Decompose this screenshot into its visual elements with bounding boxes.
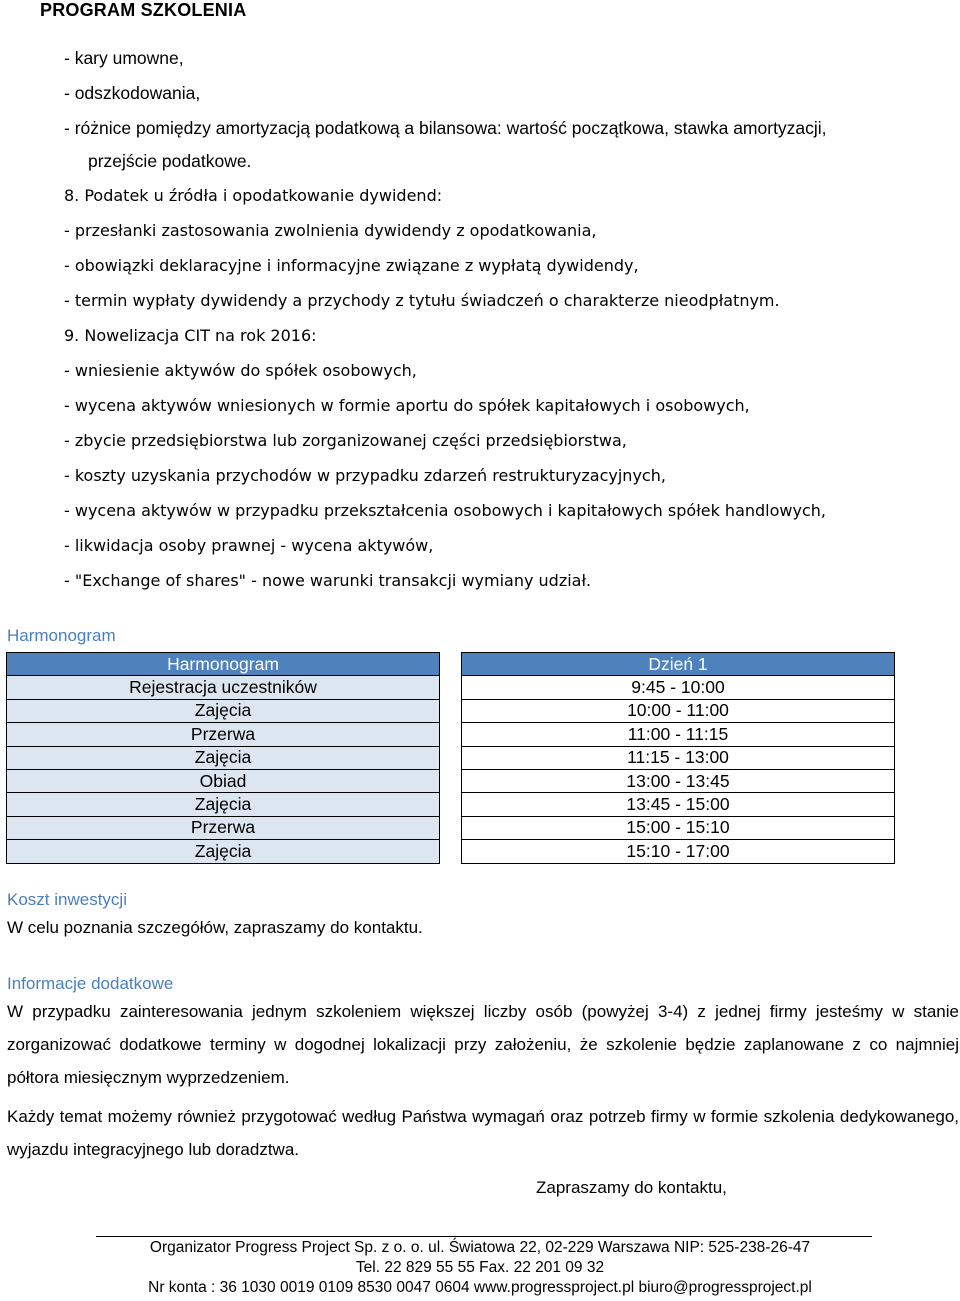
schedule-right-header: Dzień 1 [462, 653, 895, 676]
schedule-time-cell: 11:00 - 11:15 [462, 723, 895, 746]
cost-text: W celu poznania szczegółów, zapraszamy do kontaktu. [7, 918, 423, 937]
schedule-activity-cell: Przerwa [7, 723, 440, 746]
list-item: - różnice pomiędzy amortyzacją podatkową a bilansowa: wartość początkowa, stawka amortyzacji, [64, 118, 827, 138]
harmonogram-heading: Harmonogram [7, 626, 116, 645]
list-item: - kary umowne, [64, 48, 184, 68]
info-heading: Informacje dodatkowe [7, 974, 174, 993]
schedule-activity-cell: Zajęcia [7, 840, 440, 863]
footer-line-2: Tel. 22 829 55 55 Fax. 22 201 09 32 [355, 1259, 605, 1276]
schedule-time-cell: 15:00 - 15:10 [462, 816, 895, 839]
info-paragraph-1: W przypadku zainteresowania jednym szkoleniem większej liczby osób (powyżej 3-4) z jednej firmy jesteśmy w stanie zorganizować dodatkowe terminy w dogodnej lokalizacji przy założeniu, że szkolenie będzie zaplanowane z co najmniej półtora miesięcznym wyprzedzeniem. [7, 1002, 959, 1087]
schedule-time-cell: 11:15 - 13:00 [462, 746, 895, 769]
footer-line-1: Organizator Progress Project Sp. z o. o. ul. Światowa 22, 02-229 Warszawa NIP: 525-238-26-47 [149, 1239, 811, 1256]
list-item: - przesłanki zastosowania zwolnienia dywidendy z opodatkowania, [64, 221, 597, 240]
schedule-activity-cell: Przerwa [7, 816, 440, 839]
list-item: - wycena aktywów w przypadku przekształcenia osobowych i kapitałowych spółek handlowych, [64, 501, 826, 520]
list-item: - "Exchange of shares" - nowe warunki transakcji wymiany udział. [64, 571, 592, 590]
list-item: - likwidacja osoby prawnej - wycena aktywów, [64, 536, 434, 555]
footer-divider [96, 1236, 872, 1237]
list-item: - zbycie przedsiębiorstwa lub zorganizowanej części przedsiębiorstwa, [64, 431, 627, 450]
info-paragraph-2: Każdy temat możemy również przygotować według Państwa wymagań oraz potrzeb firmy w formie szkolenia dedykowanego, wyjazdu integracyjnego lub doradztwa. [7, 1107, 959, 1159]
schedule-time-cell: 9:45 - 10:00 [462, 676, 895, 699]
list-item: - odszkodowania, [64, 83, 201, 103]
footer-line-3: Nr konta : 36 1030 0019 0109 8530 0047 0604 www.progressproject.pl biuro@progressproject.pl [148, 1279, 812, 1296]
schedule-activity-cell: Zajęcia [7, 746, 440, 769]
list-item: - wniesienie aktywów do spółek osobowych, [64, 361, 417, 380]
schedule-activity-cell: Obiad [7, 769, 440, 792]
schedule-time-cell: 15:10 - 17:00 [462, 840, 895, 863]
schedule-left-header: Harmonogram [7, 653, 440, 676]
schedule-time-cell: 13:00 - 13:45 [462, 769, 895, 792]
schedule-time-table [461, 652, 895, 864]
list-item: - koszty uzyskania przychodów w przypadku zdarzeń restrukturyzacyjnych, [64, 466, 666, 485]
list-item: - obowiązki deklaracyjne i informacyjne związane z wypłatą dywidendy, [64, 256, 639, 275]
page-title: PROGRAM SZKOLENIA [40, 0, 247, 20]
list-item: - wycena aktywów wniesionych w formie aportu do spółek kapitałowych i osobowych, [64, 396, 750, 415]
schedule-time-cell: 10:00 - 11:00 [462, 699, 895, 722]
list-item: - termin wypłaty dywidendy a przychody z tytułu świadczeń o charakterze nieodpłatnym. [64, 291, 780, 310]
schedule-time-cell: 13:45 - 15:00 [462, 793, 895, 816]
schedule-activity-cell: Rejestracja uczestników [7, 676, 440, 699]
list-item: przejście podatkowe. [88, 151, 252, 171]
cost-heading: Koszt inwestycji [7, 890, 127, 909]
schedule-activity-cell: Zajęcia [7, 793, 440, 816]
closing-text: Zapraszamy do kontaktu, [536, 1178, 727, 1197]
schedule-activity-cell: Zajęcia [7, 699, 440, 722]
schedule-activity-table [6, 652, 440, 864]
section-item-heading: 8. Podatek u źródła i opodatkowanie dywidend: [64, 186, 443, 205]
section-item-heading: 9. Nowelizacja CIT na rok 2016: [64, 326, 317, 345]
